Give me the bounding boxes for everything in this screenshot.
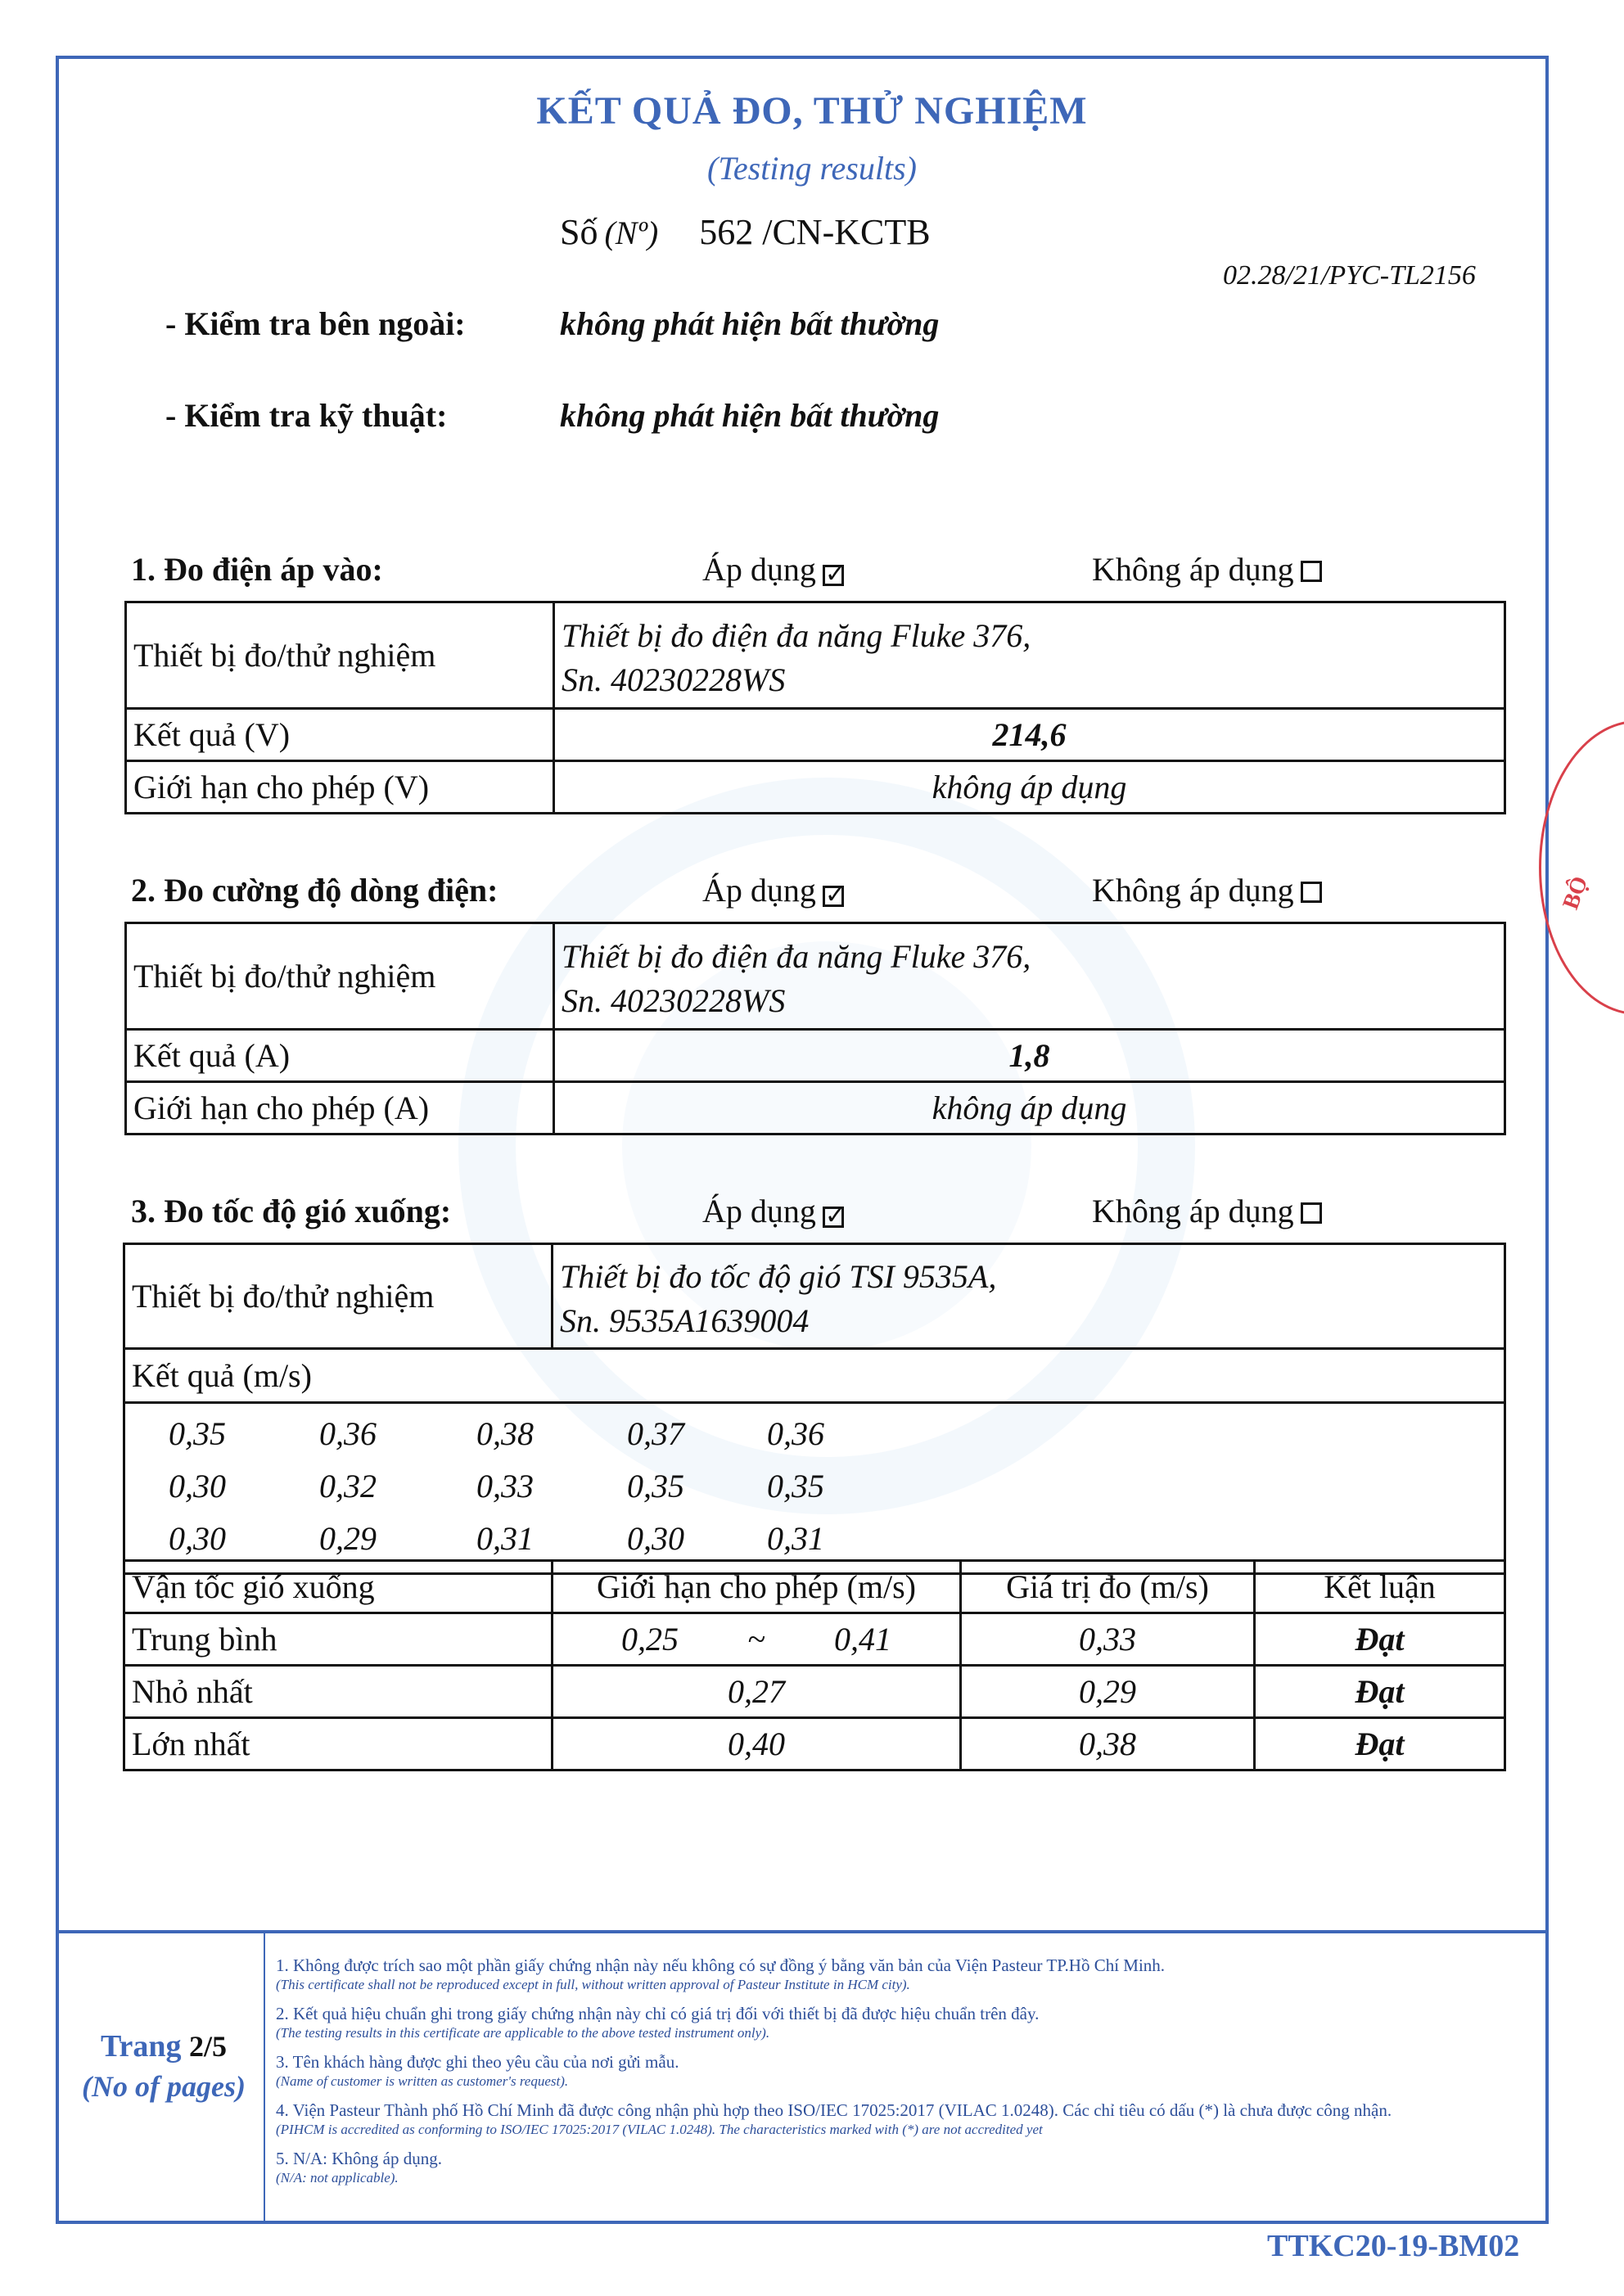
result-label: Kết quả (V) bbox=[126, 709, 554, 761]
reference-code: 02.28/21/PYC-TL2156 bbox=[1223, 260, 1476, 291]
stamp-text: BỘ bbox=[1558, 873, 1594, 913]
note-en: (N/A: not applicable). bbox=[276, 2170, 399, 2185]
note-en: (Name of customer is written as customer's request). bbox=[276, 2073, 569, 2089]
readings-grid bbox=[125, 1407, 864, 1564]
section3-device-table bbox=[123, 1243, 1506, 1575]
note-en: (PIHCM is accredited as conforming to ISO/IEC 17025:2017 (VILAC 1.0248). The characteristics marked with (*) are not accredited yet bbox=[276, 2122, 1043, 2137]
reading: 0,30 bbox=[627, 1519, 684, 1557]
result-label: Kết quả (A) bbox=[126, 1030, 554, 1082]
row-name: Trung bình bbox=[124, 1613, 553, 1666]
table-row bbox=[124, 1718, 1505, 1770]
reading: 0,37 bbox=[627, 1414, 684, 1452]
certificate-number bbox=[560, 211, 931, 253]
summary-table bbox=[123, 1559, 1506, 1771]
device-cell bbox=[554, 923, 1505, 1030]
reading: 0,32 bbox=[319, 1467, 377, 1504]
section1-apply bbox=[702, 550, 844, 589]
limit-value: 0,27 bbox=[553, 1666, 961, 1718]
external-check-value: không phát hiện bất thường bbox=[560, 305, 940, 342]
page-number: 2/5 bbox=[189, 2030, 228, 2063]
external-check-label: - Kiểm tra bên ngoài: bbox=[165, 305, 466, 342]
device-line2: Sn. 9535A1639004 bbox=[560, 1301, 810, 1339]
table-row bbox=[124, 1613, 1505, 1666]
page-label: Trang bbox=[100, 2029, 182, 2064]
section1-table bbox=[124, 601, 1506, 814]
reading: 0,33 bbox=[476, 1467, 534, 1504]
section1-not-apply bbox=[1092, 550, 1322, 589]
device-line1: Thiết bị đo điện đa năng Fluke 376, bbox=[562, 937, 1031, 975]
footer-divider bbox=[56, 1930, 1549, 1933]
device-line1: Thiết bị đo tốc độ gió TSI 9535A, bbox=[560, 1257, 997, 1295]
checked-box-icon: ✓ bbox=[823, 1207, 844, 1228]
note-vi: 4. Viện Pasteur Thành phố Hồ Chí Minh đã được công nhận phù hợp theo ISO/IEC 17025:2017 (VILAC 1.0248). Các chỉ tiêu có dấu (*) là chưa được công nhận. bbox=[276, 2100, 1392, 2120]
note-vi: 1. Không được trích sao một phần giấy chứng nhận này nếu không có sự đồng ý bằng văn bản của Viện Pasteur TP.Hồ Chí Minh. bbox=[276, 1955, 1166, 1975]
conclusion: Đạt bbox=[1255, 1613, 1505, 1666]
section3-title: 3. Đo tốc độ gió xuống: bbox=[131, 1193, 452, 1229]
section2-apply bbox=[702, 871, 844, 909]
reading: 0,36 bbox=[767, 1414, 824, 1452]
row-name: Nhỏ nhất bbox=[124, 1666, 553, 1718]
number-label: Số bbox=[560, 212, 598, 252]
device-line1: Thiết bị đo điện đa năng Fluke 376, bbox=[562, 616, 1031, 654]
empty-box-icon bbox=[1301, 1202, 1322, 1224]
reading: 0,35 bbox=[627, 1467, 684, 1504]
limit-label: Giới hạn cho phép (A) bbox=[126, 1082, 554, 1134]
measured-value: 0,33 bbox=[961, 1613, 1255, 1666]
table-row bbox=[124, 1666, 1505, 1718]
note-vi: 5. N/A: Không áp dụng. bbox=[276, 2149, 442, 2168]
section2-not-apply bbox=[1092, 871, 1322, 909]
result-value: 214,6 bbox=[554, 709, 1505, 761]
not-apply-label: Không áp dụng bbox=[1092, 551, 1294, 588]
limit-value: 0,40 bbox=[553, 1718, 961, 1770]
measured-value: 0,29 bbox=[961, 1666, 1255, 1718]
conclusion: Đạt bbox=[1255, 1718, 1505, 1770]
limit-high: 0,41 bbox=[834, 1621, 891, 1658]
note bbox=[276, 1955, 1536, 1993]
number-label-en: (Nº) bbox=[604, 214, 659, 251]
note bbox=[276, 2100, 1536, 2138]
device-line2: Sn. 40230228WS bbox=[562, 981, 786, 1019]
empty-box-icon bbox=[1301, 561, 1322, 582]
apply-label: Áp dụng bbox=[702, 872, 816, 909]
summary-header: Giá trị đo (m/s) bbox=[961, 1561, 1255, 1613]
reading: 0,30 bbox=[169, 1519, 226, 1557]
summary-header: Vận tốc gió xuống bbox=[124, 1561, 553, 1613]
note-vi: 2. Kết quả hiệu chuẩn ghi trong giấy chứng nhận này chỉ có giá trị đối với thiết bị đã được hiệu chuẩn trên đây. bbox=[276, 2004, 1040, 2023]
note-en: (This certificate shall not be reproduced except in full, without written approval of Pasteur Institute in HCM city). bbox=[276, 1977, 910, 1992]
reading: 0,30 bbox=[169, 1467, 226, 1504]
footer-separator bbox=[264, 1930, 265, 2224]
page-indicator bbox=[74, 2028, 254, 2064]
page-label-en: (No of pages) bbox=[82, 2070, 246, 2103]
limit-value: không áp dụng bbox=[554, 1082, 1505, 1134]
summary-header: Kết luận bbox=[1255, 1561, 1505, 1613]
document-title: KẾT QUẢ ĐO, THỬ NGHIỆM bbox=[536, 89, 1088, 133]
device-label: Thiết bị đo/thử nghiệm bbox=[126, 923, 554, 1030]
number-value: 562 /CN-KCTB bbox=[699, 212, 931, 252]
measured-value: 0,38 bbox=[961, 1718, 1255, 1770]
apply-label: Áp dụng bbox=[702, 551, 816, 588]
checked-box-icon: ✓ bbox=[823, 565, 844, 586]
section2-title: 2. Đo cường độ dòng điện: bbox=[131, 872, 498, 909]
device-cell bbox=[554, 602, 1505, 709]
reading: 0,36 bbox=[319, 1414, 377, 1452]
technical-check-value: không phát hiện bất thường bbox=[560, 397, 940, 434]
result-label: Kết quả (m/s) bbox=[124, 1349, 1505, 1403]
conclusion: Đạt bbox=[1255, 1666, 1505, 1718]
reading: 0,31 bbox=[476, 1519, 534, 1557]
note bbox=[276, 2003, 1536, 2041]
reading: 0,38 bbox=[476, 1414, 534, 1452]
limit-value: không áp dụng bbox=[554, 761, 1505, 814]
limit-low: 0,25 bbox=[621, 1621, 679, 1658]
reading: 0,35 bbox=[767, 1467, 824, 1504]
summary-header: Giới hạn cho phép (m/s) bbox=[553, 1561, 961, 1613]
note-en: (The testing results in this certificate are applicable to the above tested instrument only). bbox=[276, 2025, 770, 2041]
technical-check-label: - Kiểm tra kỹ thuật: bbox=[165, 397, 448, 434]
section1-title: 1. Đo điện áp vào: bbox=[131, 551, 383, 588]
result-value: 1,8 bbox=[554, 1030, 1505, 1082]
row-name: Lớn nhất bbox=[124, 1718, 553, 1770]
readings-cell bbox=[124, 1403, 1505, 1574]
document-subtitle: (Testing results) bbox=[707, 150, 917, 187]
not-apply-label: Không áp dụng bbox=[1092, 1193, 1294, 1229]
device-label: Thiết bị đo/thử nghiệm bbox=[126, 602, 554, 709]
footer-notes bbox=[276, 1955, 1536, 2196]
device-label: Thiết bị đo/thử nghiệm bbox=[124, 1244, 553, 1349]
not-apply-label: Không áp dụng bbox=[1092, 872, 1294, 909]
device-cell bbox=[553, 1244, 1505, 1349]
empty-box-icon bbox=[1301, 882, 1322, 903]
device-line2: Sn. 40230228WS bbox=[562, 661, 786, 698]
red-stamp bbox=[1539, 720, 1624, 1015]
limit-label: Giới hạn cho phép (V) bbox=[126, 761, 554, 814]
note-vi: 3. Tên khách hàng được ghi theo yêu cầu của nơi gửi mẫu. bbox=[276, 2052, 679, 2072]
limit-range bbox=[553, 1613, 961, 1666]
section3-not-apply bbox=[1092, 1192, 1322, 1230]
checked-box-icon: ✓ bbox=[823, 886, 844, 907]
limit-sep: ~ bbox=[747, 1621, 765, 1658]
apply-label: Áp dụng bbox=[702, 1193, 816, 1229]
reading: 0,35 bbox=[169, 1414, 226, 1452]
reading: 0,29 bbox=[319, 1519, 377, 1557]
reading: 0,31 bbox=[767, 1519, 824, 1557]
section3-apply bbox=[702, 1192, 844, 1230]
note bbox=[276, 2148, 1536, 2186]
form-code: TTKC20-19-BM02 bbox=[1267, 2229, 1520, 2263]
note bbox=[276, 2051, 1536, 2090]
section2-table bbox=[124, 922, 1506, 1135]
